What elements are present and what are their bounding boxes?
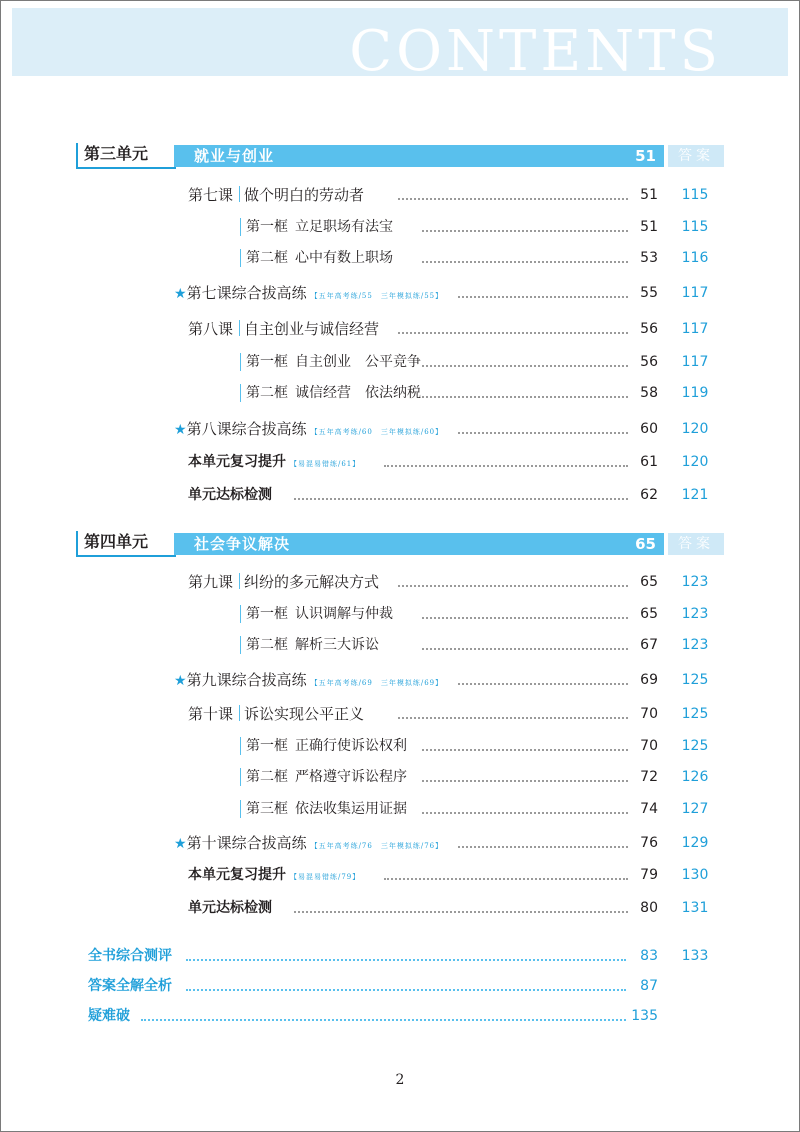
toc-entry[interactable] (174, 669, 658, 691)
entry-label (246, 766, 407, 788)
entry-label (174, 832, 443, 857)
review-subtitle: 【五年高考练/60 三年模拟练/60】 (310, 428, 444, 436)
page-number: 65 (640, 574, 658, 590)
unit-page-number: 65 (635, 535, 656, 553)
answer-page: 129 (681, 835, 709, 851)
backmatter-entry[interactable] (88, 1005, 658, 1027)
page-number: 76 (640, 835, 658, 851)
answer-header: 答案 (668, 145, 724, 167)
section-divider (240, 737, 241, 755)
answer-page: 117 (681, 321, 709, 337)
backmatter-title: 全书综合测评 (88, 948, 172, 964)
review-subtitle: 【五年高考练/55 三年模拟练/55】 (310, 292, 444, 300)
answer-page: 119 (681, 385, 709, 401)
section-title: 心中有数上职场 (295, 250, 393, 266)
dot-leader (458, 296, 628, 298)
divider (239, 320, 240, 336)
answer-page: 120 (681, 421, 709, 437)
entry-label (174, 282, 443, 307)
dot-leader (141, 1019, 626, 1021)
lesson-title: 纠纷的多元解决方式 (244, 573, 380, 591)
section-divider (240, 636, 241, 654)
toc-entry[interactable] (188, 184, 658, 206)
review-title: 第九课综合拔高练 (186, 671, 307, 689)
page-number: 67 (640, 637, 658, 653)
toc-entry[interactable] (246, 634, 658, 656)
review-title: 第十课综合拔高练 (186, 834, 307, 852)
section-divider (240, 353, 241, 371)
dot-leader (186, 989, 626, 991)
section-number: 第二框 (246, 385, 288, 401)
toc-entry[interactable] (188, 484, 658, 506)
entry-label (174, 418, 443, 443)
answer-page: 115 (681, 219, 709, 235)
entry-label (188, 318, 379, 340)
dot-leader (422, 812, 628, 814)
page-number: 53 (640, 250, 658, 266)
backmatter-title: 答案全解全析 (88, 978, 172, 994)
lesson-number: 第七课 (188, 186, 234, 204)
page-number: 60 (640, 421, 658, 437)
answer-page: 123 (681, 637, 709, 653)
unit-page-number: 51 (635, 147, 656, 165)
dot-leader (458, 846, 628, 848)
page-number: 70 (640, 706, 658, 722)
banner-title: CONTENTS (349, 19, 722, 76)
section-number: 第二框 (246, 769, 288, 785)
answer-page: 123 (681, 574, 709, 590)
divider (239, 705, 240, 721)
entry-label (246, 634, 379, 656)
dot-leader (294, 911, 628, 913)
entry-label (246, 798, 407, 820)
dot-leader (422, 648, 628, 650)
entry-label (188, 451, 360, 475)
entry-label (246, 247, 393, 269)
summary-subtitle: 【易混易错练/61】 (290, 460, 361, 468)
dot-leader (186, 959, 626, 961)
lesson-title: 诉讼实现公平正义 (244, 705, 365, 723)
dot-leader (422, 617, 628, 619)
page-number: 80 (640, 900, 658, 916)
page-number: 58 (640, 385, 658, 401)
page-number: 65 (640, 606, 658, 622)
page-number: 55 (640, 285, 658, 301)
entry-label (246, 216, 393, 238)
answer-page: 126 (681, 769, 709, 785)
dot-leader (398, 198, 628, 200)
answer-page: 125 (681, 672, 709, 688)
star-icon: ★ (174, 422, 187, 438)
page-number: 69 (640, 672, 658, 688)
entry-label (174, 669, 443, 694)
dot-leader (422, 749, 628, 751)
lesson-title: 做个明白的劳动者 (244, 186, 365, 204)
toc-entry[interactable] (246, 603, 658, 625)
answer-page: 121 (681, 487, 709, 503)
answer-page: 116 (681, 250, 709, 266)
toc-entry[interactable] (188, 864, 658, 886)
toc-entry[interactable] (246, 735, 658, 757)
section-title: 依法收集运用证据 (295, 801, 407, 817)
answer-page: 131 (681, 900, 709, 916)
page-number: 51 (640, 219, 658, 235)
section-title: 正确行使诉讼权利 (295, 738, 407, 754)
page-number: 79 (640, 867, 658, 883)
toc-entry[interactable] (246, 798, 658, 820)
page-number: 51 (640, 187, 658, 203)
section-title: 认识调解与仲裁 (295, 606, 393, 622)
divider (239, 573, 240, 589)
toc-entry[interactable] (246, 247, 658, 269)
answer-page: 125 (681, 738, 709, 754)
unit-header (76, 145, 724, 167)
dot-leader (458, 683, 628, 685)
unit-name-strip (174, 145, 664, 167)
lesson-number: 第八课 (188, 320, 234, 338)
answer-page: 125 (681, 706, 709, 722)
summary-title: 单元达标检测 (188, 487, 272, 503)
toc-entry[interactable] (246, 382, 658, 404)
dot-leader (422, 230, 628, 232)
unit-name: 社会争议解决 (194, 535, 291, 553)
dot-leader (398, 585, 628, 587)
star-icon: ★ (174, 286, 187, 302)
review-title: 第七课综合拔高练 (186, 284, 307, 302)
section-divider (240, 800, 241, 818)
section-number: 第一框 (246, 354, 288, 370)
section-title: 诚信经营 依法纳税 (295, 385, 421, 401)
dot-leader (422, 365, 628, 367)
answer-page: 117 (681, 354, 709, 370)
entry-label (246, 735, 407, 757)
summary-title: 本单元复习提升 (188, 454, 286, 470)
page-number: 70 (640, 738, 658, 754)
dot-leader (422, 396, 628, 398)
lesson-title: 自主创业与诚信经营 (244, 320, 380, 338)
lesson-number: 第九课 (188, 573, 234, 591)
page-number: 87 (640, 978, 658, 994)
section-divider (240, 768, 241, 786)
entry-label (188, 897, 272, 919)
summary-title: 本单元复习提升 (188, 867, 286, 883)
section-number: 第一框 (246, 738, 288, 754)
page-number: 74 (640, 801, 658, 817)
toc-entry[interactable] (246, 216, 658, 238)
section-divider (240, 605, 241, 623)
entry-label (246, 382, 421, 404)
page-number: 61 (640, 454, 658, 470)
unit-name-strip (174, 533, 664, 555)
answer-page: 115 (681, 187, 709, 203)
dot-leader (398, 332, 628, 334)
section-title: 解析三大诉讼 (295, 637, 379, 653)
entry-label (188, 864, 360, 888)
section-divider (240, 218, 241, 236)
page-number: 135 (631, 1008, 658, 1024)
entry-label (188, 571, 379, 593)
toc-entry[interactable] (188, 897, 658, 919)
toc-entry[interactable] (246, 766, 658, 788)
contents-banner (12, 8, 788, 76)
section-divider (240, 249, 241, 267)
page-number: 56 (640, 321, 658, 337)
review-subtitle: 【五年高考练/76 三年模拟练/76】 (310, 842, 444, 850)
dot-leader (384, 465, 628, 467)
answer-header: 答案 (668, 533, 724, 555)
page-number: 56 (640, 354, 658, 370)
entry-label (246, 351, 421, 373)
summary-subtitle: 【易混易错练/79】 (290, 873, 361, 881)
review-title: 第八课综合拔高练 (186, 420, 307, 438)
star-icon: ★ (174, 673, 187, 689)
section-number: 第一框 (246, 606, 288, 622)
toc-entry[interactable] (174, 282, 658, 304)
entry-label (188, 184, 364, 206)
divider (239, 186, 240, 202)
section-number: 第三框 (246, 801, 288, 817)
section-number: 第二框 (246, 250, 288, 266)
star-icon: ★ (174, 836, 187, 852)
backmatter-entry[interactable] (88, 975, 658, 997)
answer-page: 133 (681, 948, 709, 964)
summary-title: 单元达标检测 (188, 900, 272, 916)
toc-entry[interactable] (246, 351, 658, 373)
section-divider (240, 384, 241, 402)
unit-name: 就业与创业 (194, 147, 275, 165)
answer-page: 130 (681, 867, 709, 883)
dot-leader (294, 498, 628, 500)
answer-page: 127 (681, 801, 709, 817)
dot-leader (384, 878, 628, 880)
answer-page: 123 (681, 606, 709, 622)
entry-label (188, 484, 272, 506)
dot-leader (422, 780, 628, 782)
toc-entry[interactable] (188, 703, 658, 725)
review-subtitle: 【五年高考练/69 三年模拟练/69】 (310, 679, 444, 687)
toc-entry[interactable] (188, 318, 658, 340)
entry-label (188, 703, 364, 725)
page-number: 72 (640, 769, 658, 785)
section-number: 第二框 (246, 637, 288, 653)
unit-title: 第三单元 (76, 143, 176, 169)
backmatter-title: 疑难破 (88, 1008, 130, 1024)
page-number: 83 (640, 948, 658, 964)
dot-leader (458, 432, 628, 434)
answer-page: 120 (681, 454, 709, 470)
unit-title: 第四单元 (76, 531, 176, 557)
section-title: 严格遵守诉讼程序 (295, 769, 407, 785)
lesson-number: 第十课 (188, 705, 234, 723)
section-title: 立足职场有法宝 (295, 219, 393, 235)
toc-entry[interactable] (188, 571, 658, 593)
toc-entry[interactable] (174, 418, 658, 440)
section-number: 第一框 (246, 219, 288, 235)
dot-leader (422, 261, 628, 263)
answer-page: 117 (681, 285, 709, 301)
page-number: 62 (640, 487, 658, 503)
page-number: 2 (395, 1072, 405, 1088)
dot-leader (398, 717, 628, 719)
toc-entry[interactable] (174, 832, 658, 854)
unit-header (76, 533, 724, 555)
section-title: 自主创业 公平竞争 (295, 354, 421, 370)
entry-label (246, 603, 393, 625)
backmatter-entry[interactable] (88, 945, 658, 967)
toc-entry[interactable] (188, 451, 658, 473)
